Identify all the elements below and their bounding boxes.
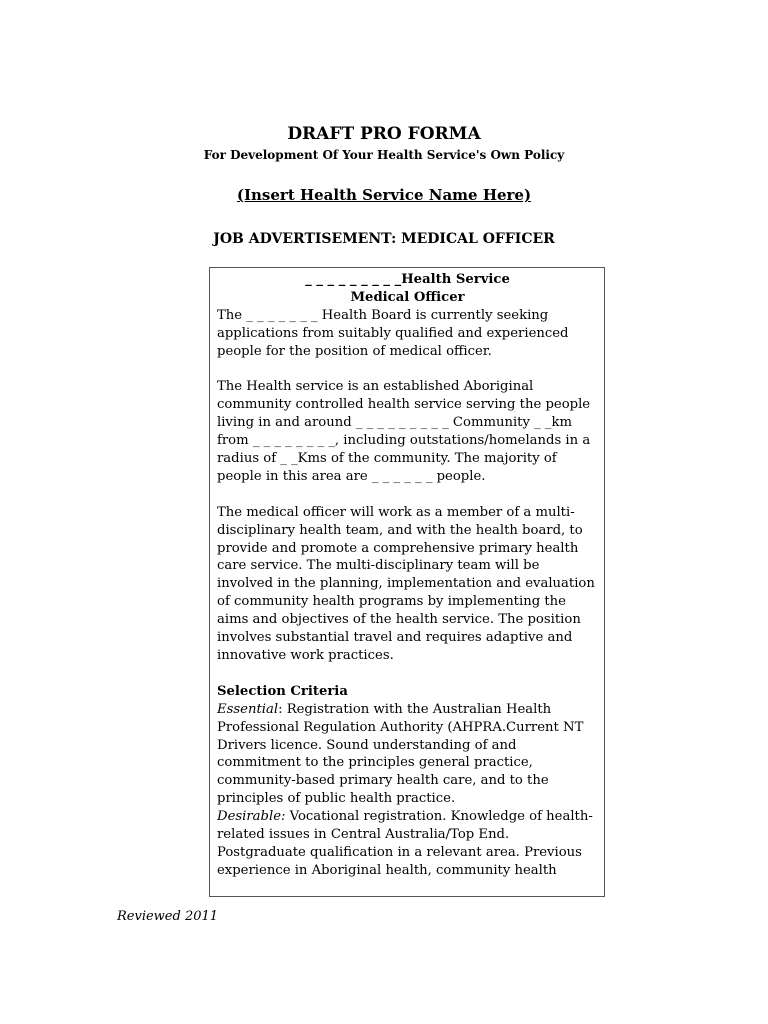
reviewed-footer: Reviewed 2011 xyxy=(117,909,219,924)
advertisement-content xyxy=(210,268,604,880)
advert-paragraph-intro: The _ _ _ _ _ _ _ Health Board is currently seeking applications from suitably qualified and experienced people for the position of medical officer. xyxy=(217,307,569,359)
desirable-criteria xyxy=(217,808,598,880)
selection-criteria-heading: Selection Criteria xyxy=(217,683,348,699)
paragraph-spacer xyxy=(217,361,598,379)
advert-service-line: _ _ _ _ _ _ _ _ _Health Service xyxy=(305,272,510,287)
essential-text: : Registration with the Australian Health Professional Regulation Authority (AHPRA.Current NT Drivers licence. Sound understanding of and commitment to the principles general practice, community-based primary health care, and to the principles of public health practice. xyxy=(217,701,584,807)
document-subtitle: For Development Of Your Health Service's Own Policy xyxy=(203,148,565,162)
advertisement-box xyxy=(209,267,605,897)
service-name-heading xyxy=(0,185,768,205)
service-name-text: (Insert Health Service Name Here) xyxy=(236,186,532,204)
essential-label: Essential xyxy=(217,701,279,717)
desirable-label: Desirable: xyxy=(217,809,286,825)
document-title: DRAFT PRO FORMA xyxy=(287,124,481,144)
essential-criteria xyxy=(217,701,598,808)
job-advertisement-heading: JOB ADVERTISEMENT: MEDICAL OFFICER xyxy=(213,231,555,247)
advert-paragraph-role: The medical officer will work as a member of a multi-disciplinary health team, and with the health board, to provide and promote a comprehensive primary health care service. The multi-disciplinary team will be involved in the planning, implementation and evaluation of community health programs by implementing the aims and objectives of the health service. The position involves substantial travel and requires adaptive and innovative work practices. xyxy=(217,504,595,663)
paragraph-spacer xyxy=(217,486,598,504)
desirable-text: Vocational registration. Knowledge of health-related issues in Central Australia/Top End. Postgraduate qualification in a relevant area. Previous experience in Aboriginal health, community health xyxy=(217,809,593,878)
advert-position-title: Medical Officer xyxy=(350,289,465,305)
paragraph-spacer xyxy=(217,665,598,683)
advert-paragraph-service: The Health service is an established Aboriginal community controlled health service serving the people living in and around _ _ _ _ _ _ _ _ _ Community _ _km from _ _ _ _ _ _ _ _, including outstations/homelands in a radius of _ _Kms of the community. The majority of people in this area are _ _ _ _ _ _ people. xyxy=(217,379,591,484)
